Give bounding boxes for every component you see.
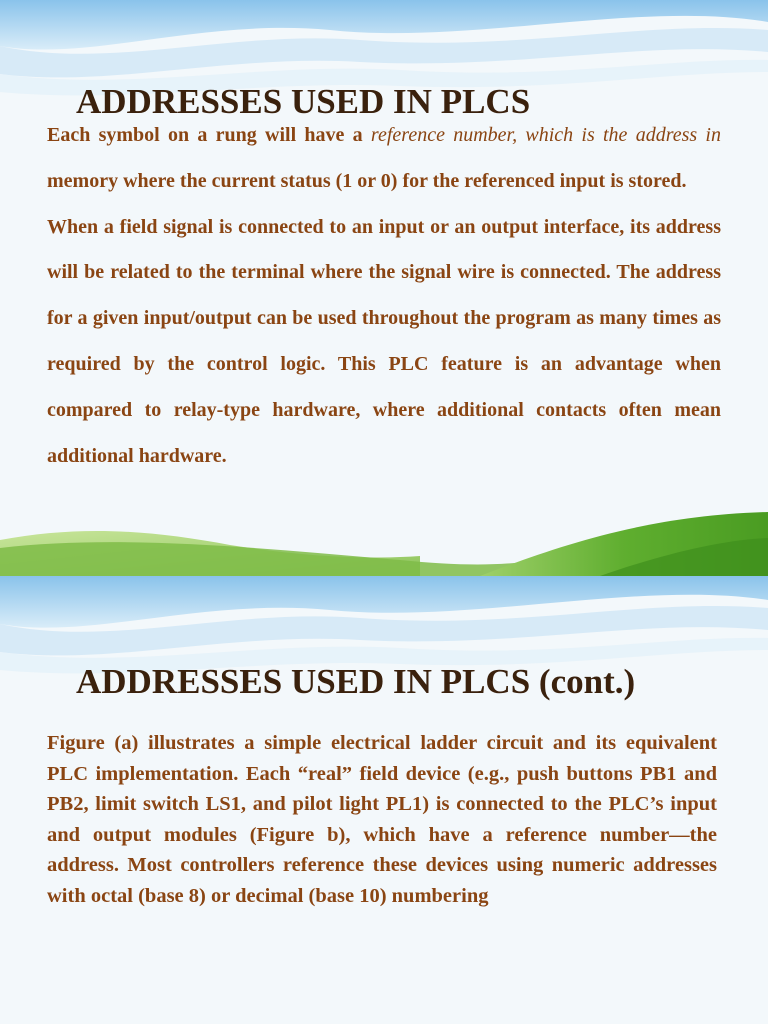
slide-title: ADDRESSES USED IN PLCS: [76, 82, 531, 121]
slide-title-main: ADDRESSES USED IN PLCS: [76, 662, 531, 701]
slide-body: [47, 113, 721, 479]
paragraph-1-bold-start: Each symbol on a rung will have a: [47, 124, 371, 146]
slide-body: Figure (a) illustrates a simple electrical ladder circuit and its equivalent PLC implementation. Each “real” field device (e.g., push buttons PB1 and PB2, limit switch LS1, and pilot light PL1) is connected to the PLC’s input and output modules (Figure b), which have a reference number—the address. Most controllers reference these devices using numeric addresses with octal (base 8) or decimal (base 10) numbering: [47, 732, 717, 907]
paragraph-2: When a field signal is connected to an input or an output interface, its address will be related to the terminal where the signal wire is connected. The address for a given input/output can be used throughout the program as many times as required by the control logic. This PLC feature is an advantage when compared to relay-type hardware, where additional contacts often mean additional hardware.: [47, 215, 721, 467]
paragraph-1-italic: reference number, which is the address in: [370, 124, 721, 146]
slide-2: [0, 576, 768, 1024]
slide-title: [76, 662, 635, 702]
paragraph-1-bold-end: memory where the current status (1 or 0) for the referenced input is stored.: [47, 169, 687, 192]
slide-title-suffix: (cont.): [538, 662, 636, 701]
paragraph-1: [47, 113, 721, 205]
